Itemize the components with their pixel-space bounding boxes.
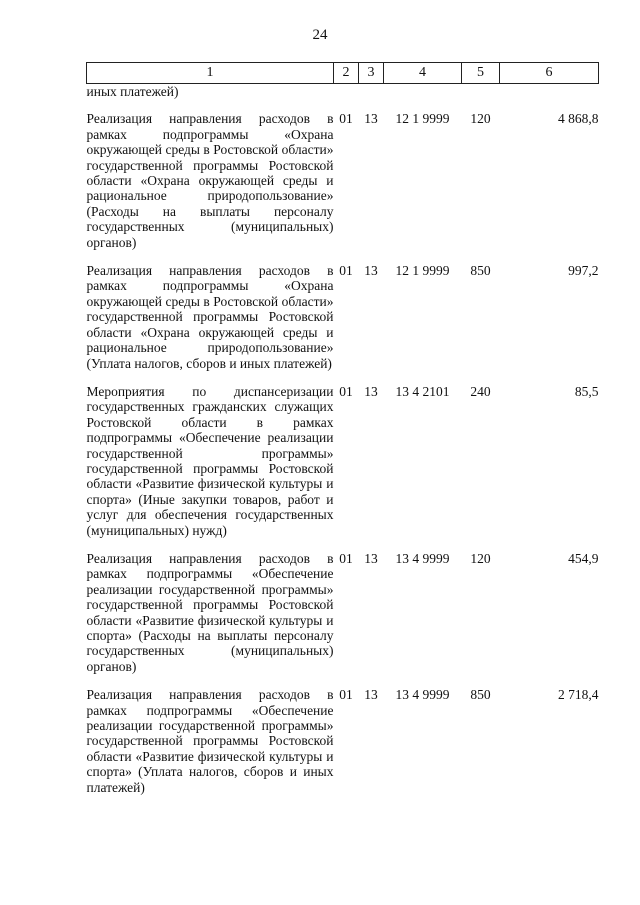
column-header-6: 6 — [500, 63, 599, 84]
row-section-code: 01 — [339, 687, 353, 703]
row-description: Реализация направления расходов в рамках подпрограммы «Обеспечение реализации государственной программы» государственной программы Ростовской области «Развитие физической культуры и спорта» (Расходы на выплаты персоналу государственных (муниципальных) органов) — [86, 550, 334, 674]
column-header-3: 3 — [359, 63, 384, 84]
table-row — [87, 263, 599, 384]
row-subsection-code: 13 — [364, 550, 378, 566]
budget-table — [86, 62, 599, 808]
row-section-code: 01 — [339, 383, 353, 399]
row-target-code: 12 1 9999 — [395, 111, 450, 127]
row-expense-type-code: 120 — [470, 111, 491, 127]
column-header-4: 4 — [384, 63, 462, 84]
row-section-code: 01 — [339, 111, 353, 127]
table-row — [87, 384, 599, 551]
row-expense-type-code: 850 — [470, 263, 491, 279]
row-description: Реализация направления расходов в рамках подпрограммы «Охрана окружающей среды в Ростовской области» государственной программы Ростовской области «Охрана окружающей среды и рациональное природопользование» (Расходы на выплаты персоналу государственных (муниципальных) органов) — [86, 111, 334, 250]
row-description: Реализация направления расходов в рамках подпрограммы «Обеспечение реализации государственной программы» государственной программы Ростовской области «Развитие физической культуры и спорта» (Уплата налогов, сборов и иных платежей) — [86, 687, 334, 795]
row-amount: 997,2 — [568, 263, 599, 279]
column-header-2: 2 — [334, 63, 359, 84]
page-number: 24 — [312, 27, 328, 43]
row-section-code: 01 — [339, 550, 353, 566]
table-row — [87, 551, 599, 687]
table-row — [87, 687, 599, 808]
continuation-row — [87, 84, 599, 112]
row-subsection-code: 13 — [364, 687, 378, 703]
row-subsection-code: 13 — [364, 111, 378, 127]
row-description: Мероприятия по диспансеризации государственных гражданских служащих Ростовской области в рамках подпрограммы «Обеспечение реализации государственной программы» государственной программы Ростовской области «Развитие физической культуры и спорта» (Иные закупки товаров, работ и услуг для обеспечения государственных (муниципальных) нужд) — [86, 383, 334, 538]
continuation-text: иных платежей) — [86, 84, 179, 99]
row-amount: 454,9 — [568, 550, 599, 566]
table-row — [87, 111, 599, 263]
row-amount: 2 718,4 — [558, 687, 599, 703]
row-expense-type-code: 120 — [470, 550, 491, 566]
row-description: Реализация направления расходов в рамках подпрограммы «Охрана окружающей среды в Ростовской области» государственной программы Ростовской области «Охрана окружающей среды и рациональное природопользование» (Уплата налогов, сборов и иных платежей) — [86, 263, 334, 371]
column-header-1: 1 — [87, 63, 334, 84]
row-amount: 85,5 — [574, 383, 599, 399]
row-target-code: 12 1 9999 — [395, 263, 450, 279]
row-section-code: 01 — [339, 263, 353, 279]
table-body — [87, 84, 599, 809]
row-expense-type-code: 850 — [470, 687, 491, 703]
table-header-row — [87, 63, 599, 84]
row-target-code: 13 4 2101 — [395, 383, 450, 399]
row-target-code: 13 4 9999 — [395, 550, 450, 566]
row-target-code: 13 4 9999 — [395, 687, 450, 703]
column-header-5: 5 — [462, 63, 500, 84]
row-subsection-code: 13 — [364, 263, 378, 279]
row-amount: 4 868,8 — [558, 111, 599, 127]
row-subsection-code: 13 — [364, 383, 378, 399]
row-expense-type-code: 240 — [470, 383, 491, 399]
